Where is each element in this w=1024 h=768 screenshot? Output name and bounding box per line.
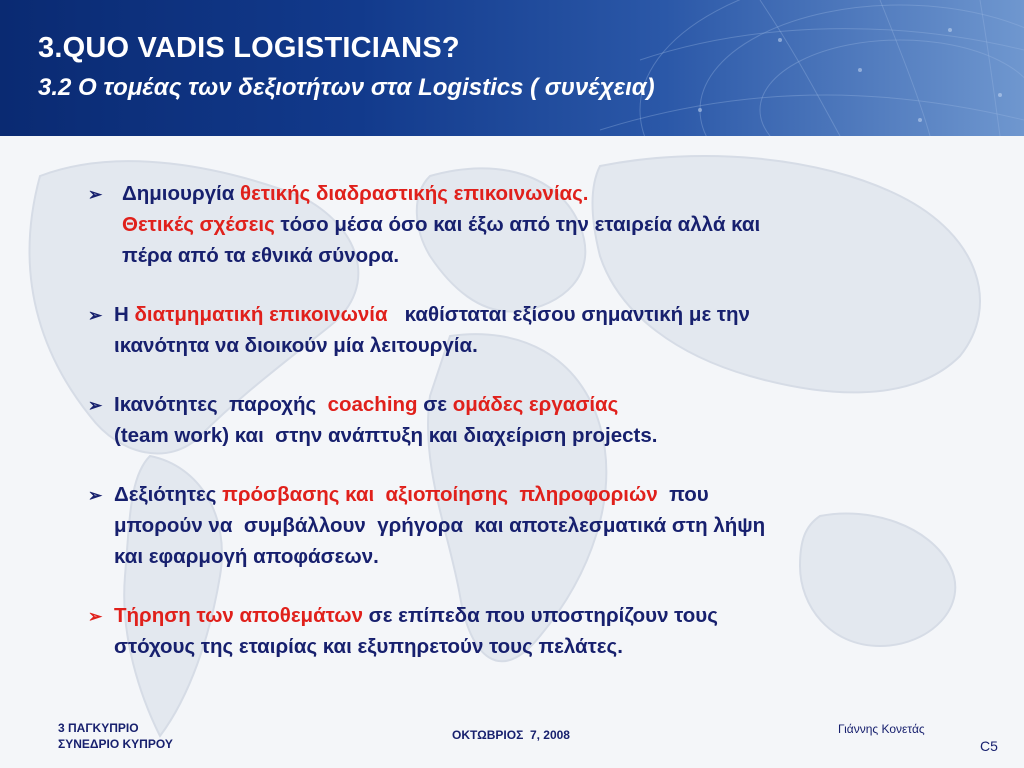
text-run: καθίσταται εξίσου σημαντική με την — [387, 303, 750, 326]
arrow-bullet-icon: ➢ — [88, 306, 103, 325]
text-run: (team work) και στην ανάπτυξη και διαχείριση projects. — [114, 424, 658, 447]
bullet-text — [114, 299, 968, 361]
text-run: σε — [417, 393, 453, 416]
bullet-line — [114, 631, 968, 662]
text-run: που — [657, 483, 709, 506]
footer-date: ΟΚΤΩΒΡΙΟΣ 7, 2008 — [452, 728, 570, 742]
highlight-run: θετικής διαδραστικής επικοινωνίας. — [240, 182, 589, 205]
text-run: πέρα από τα εθνικά σύνορα. — [122, 244, 400, 267]
slide-title: 3.QUO VADIS LOGISTICIANS? — [38, 32, 460, 64]
bullet-line — [122, 240, 968, 271]
text-run: σε επίπεδα που υποστηρίζουν τους — [362, 604, 718, 627]
bullet-item — [88, 299, 968, 361]
highlight-run: coaching — [327, 393, 418, 416]
bullet-item — [88, 479, 968, 572]
bullet-text — [114, 389, 968, 451]
highlight-run: Τήρηση των αποθεμάτων — [114, 604, 363, 627]
arrow-bullet-icon: ➢ — [88, 486, 103, 505]
slide-subtitle: 3.2 Ο τομέας των δεξιοτήτων στα Logistics ( συνέχεια) — [38, 74, 655, 101]
bullet-line — [114, 299, 968, 330]
bullet-line — [114, 330, 968, 361]
bullet-line — [114, 600, 968, 631]
bullet-list — [88, 178, 968, 690]
arrow-bullet-icon: ➢ — [88, 185, 103, 204]
footer-conference-line: 3 ΠΑΓΚΥΠΡΙΟ — [58, 721, 139, 735]
highlight-run: ομάδες εργασίας — [452, 393, 619, 416]
bullet-item — [88, 600, 968, 662]
text-run: μπορούν να συμβάλλουν γρήγορα και αποτελεσματικά στη λήψη — [114, 514, 766, 537]
bullet-line — [114, 541, 968, 572]
bullet-line — [122, 209, 968, 240]
bullet-line — [114, 420, 968, 451]
bullet-item — [88, 178, 968, 271]
text-run: Δημιουργία — [122, 182, 241, 205]
bullet-line — [114, 479, 968, 510]
bullet-text — [114, 479, 968, 572]
footer-author: Γιάννης Κονετάς — [838, 722, 925, 736]
text-run: τόσο μέσα όσο και έξω από την εταιρεία αλλά και — [274, 213, 761, 236]
highlight-run: διατμηματική επικοινωνία — [134, 303, 388, 326]
bullet-item — [88, 389, 968, 451]
footer-conference-line: ΣΥΝΕΔΡΙΟ ΚΥΠΡΟΥ — [58, 737, 173, 751]
text-run: στόχους της εταιρίας και εξυπηρετούν τους πελάτες. — [114, 635, 623, 658]
bullet-text — [114, 600, 968, 662]
text-run: ικανότητα να διοικούν μία λειτουργία. — [114, 334, 478, 357]
highlight-run: πρόσβασης και αξιοποίησης πληροφοριών — [222, 483, 658, 506]
arrow-bullet-icon: ➢ — [88, 607, 103, 626]
footer-conference — [58, 720, 173, 752]
bullet-text — [122, 178, 968, 271]
bullet-line — [114, 389, 968, 420]
text-run: Ικανότητες παροχής — [114, 393, 328, 416]
page-number: C5 — [980, 738, 998, 754]
text-run: Δεξιότητες — [114, 483, 223, 506]
globe-network-graphic — [0, 0, 1024, 136]
bullet-line — [122, 178, 968, 209]
text-run: Η — [114, 303, 135, 326]
arrow-bullet-icon: ➢ — [88, 396, 103, 415]
bullet-line — [114, 510, 968, 541]
text-run: και εφαρμογή αποφάσεων. — [114, 545, 379, 568]
highlight-run: Θετικές σχέσεις — [122, 213, 275, 236]
slide-header — [0, 0, 1024, 136]
